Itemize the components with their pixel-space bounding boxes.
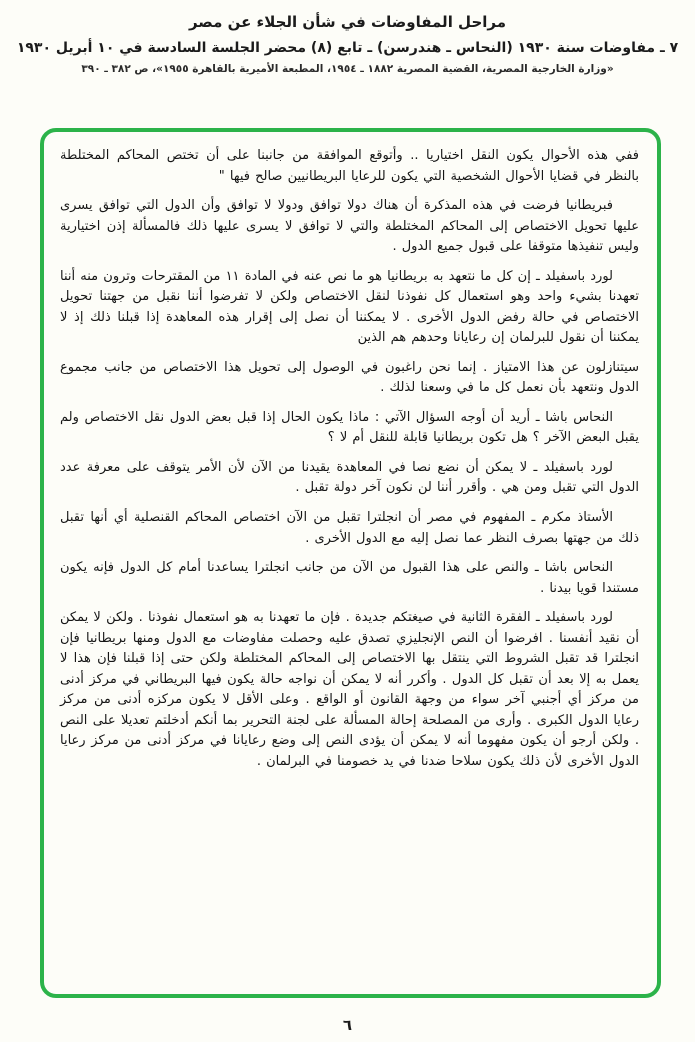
page-title: مراحل المفاوضات في شأن الجلاء عن مصر	[188, 13, 507, 31]
page-number: ٦	[342, 1016, 353, 1034]
page-subtitle: ٧ ـ مفاوضات سنة ١٩٣٠ (النحاس ـ هندرسن) ـ تابع (٨) محضر الجلسة السادسة في ١٠ أبريل ١٩٣٠	[16, 40, 679, 56]
paragraph: لورد باسفيلد ـ لا يمكن أن نضع نصا في المعاهدة يقيدنا من الآن لأن الأمر يتوقف على معرفة عدد الدول التي تقبل ومن هي . وأقرر أننا لن نكون آخر دولة تقبل .	[60, 459, 639, 496]
paragraph: لورد باسفيلد ـ الفقرة الثانية في صيغتكم جديدة . فإن ما تعهدنا به هو استعمال نفوذنا . ولكن لا يمكن أن نقيد أنفسنا . افرضوا أن النص الإنجليزي تصدق عليه وحصلت مفاوضات مع الدول ومنها بريطانيا فإن انجلترا قد تقبل الشروط التي ينتقل بها الاختصاص إلى المحاكم المختلطة ولكن حتى إذا قبلنا فإن هذا لا يعمل به إلا بعد أن تقبل كل الدول . وأكرر أنه لا يمكن أن نواجه حالة يكون فيها البريطاني في مركز أدنى من مركز أي أجنبي آخر سواء من وجهة القانون أو الواقع . وعلى الأقل لا يكون مركزه أدنى من مركز رعايا الدول الكبرى . وأرى من المصلحة إحالة المسألة على لجنة التحرير بما أنكم أدخلتم تعديلا على النص . ولكن أرجو أن يكون مفهوما أنه لا يمكن أن يؤدى النص إلى وضع رعايانا في مركز أدنى من مركز رعايا الدول الأخرى لأن ذلك يكون سلاحا ضدنا في يد خصومنا في البرلمان .	[60, 610, 639, 769]
paragraph: النحاس باشا ـ أريد أن أوجه السؤال الآتي : ماذا يكون الحال إذا قبل بعض الدول نقل الاختصاص ولم يقبل البعض الآخر ؟ هل تكون بريطانيا قابلة للنقل أم لا ؟	[60, 409, 639, 446]
paragraph: سيتنازلون عن هذا الامتياز . إنما نحن راغبون في الوصول إلى تحويل هذا الاختصاص من جانب مجموع الدول ونتعهد بأن نعمل كل ما في وسعنا لذلك .	[60, 359, 639, 396]
paragraph: الأستاذ مكرم ـ المفهوم في مصر أن انجلترا تقبل من الآن اختصاص المحاكم القنصلية أي أنها تقبل ذلك من جهتها بصرف النظر عما نصل إليه مع الدول الأخرى .	[60, 509, 639, 546]
page-header	[0, 0, 695, 75]
content-box	[40, 128, 661, 998]
paragraph: فبريطانيا فرضت في هذه المذكرة أن هناك دولا توافق ودولا لا توافق وأن الدول التي توافق يسرى عليها تحويل الاختصاص إلى المحاكم المختلطة والتي لا توافق لا يسرى عليها ذلك فالمسألة إذن اختيارية وليس تنفيذها متوقفا على قبول جميع الدول .	[60, 198, 639, 255]
source-citation: «وزارة الخارجية المصرية، القضية المصرية ١٨٨٢ ـ ١٩٥٤، المطبعة الأميرية بالقاهرة ١٩٥٥»، ص ٣٨٢ ـ ٣٩٠	[81, 63, 614, 75]
paragraph: النحاس باشا ـ والنص على هذا القبول من الآن من جانب انجلترا يساعدنا أمام كل الدول فإنه يكون مستندا قويا بيدنا .	[60, 560, 639, 596]
paragraph: لورد باسفيلد ـ إن كل ما نتعهد به بريطانيا هو ما نص عنه في المادة ١١ من المقترحات وترون منه أننا تعهدنا بشيء واحد وهو استعمال كل نفوذنا لنقل الاختصاص ولكن لا تفرضوا أننا نقبل من جهتنا تحويل الاختصاص في حالة رفض الدول الأخرى . لا يمكننا أن نصل إلى إقرار هذه المعاهدة إذا قبلنا ذلك إذ لا يمكننا أن نقول للبرلمان إن رعايانا وحدهم هم الذين	[60, 268, 639, 346]
paragraph: ففي هذه الأحوال يكون النقل اختياريا .. وأتوقع الموافقة من جانبنا على أن تختص المحاكم المختلطة بالنظر في قضايا الأحوال الشخصية التي يكون للرعايا البريطانيين صالح فيها "	[60, 148, 639, 184]
page-footer	[0, 1015, 695, 1034]
